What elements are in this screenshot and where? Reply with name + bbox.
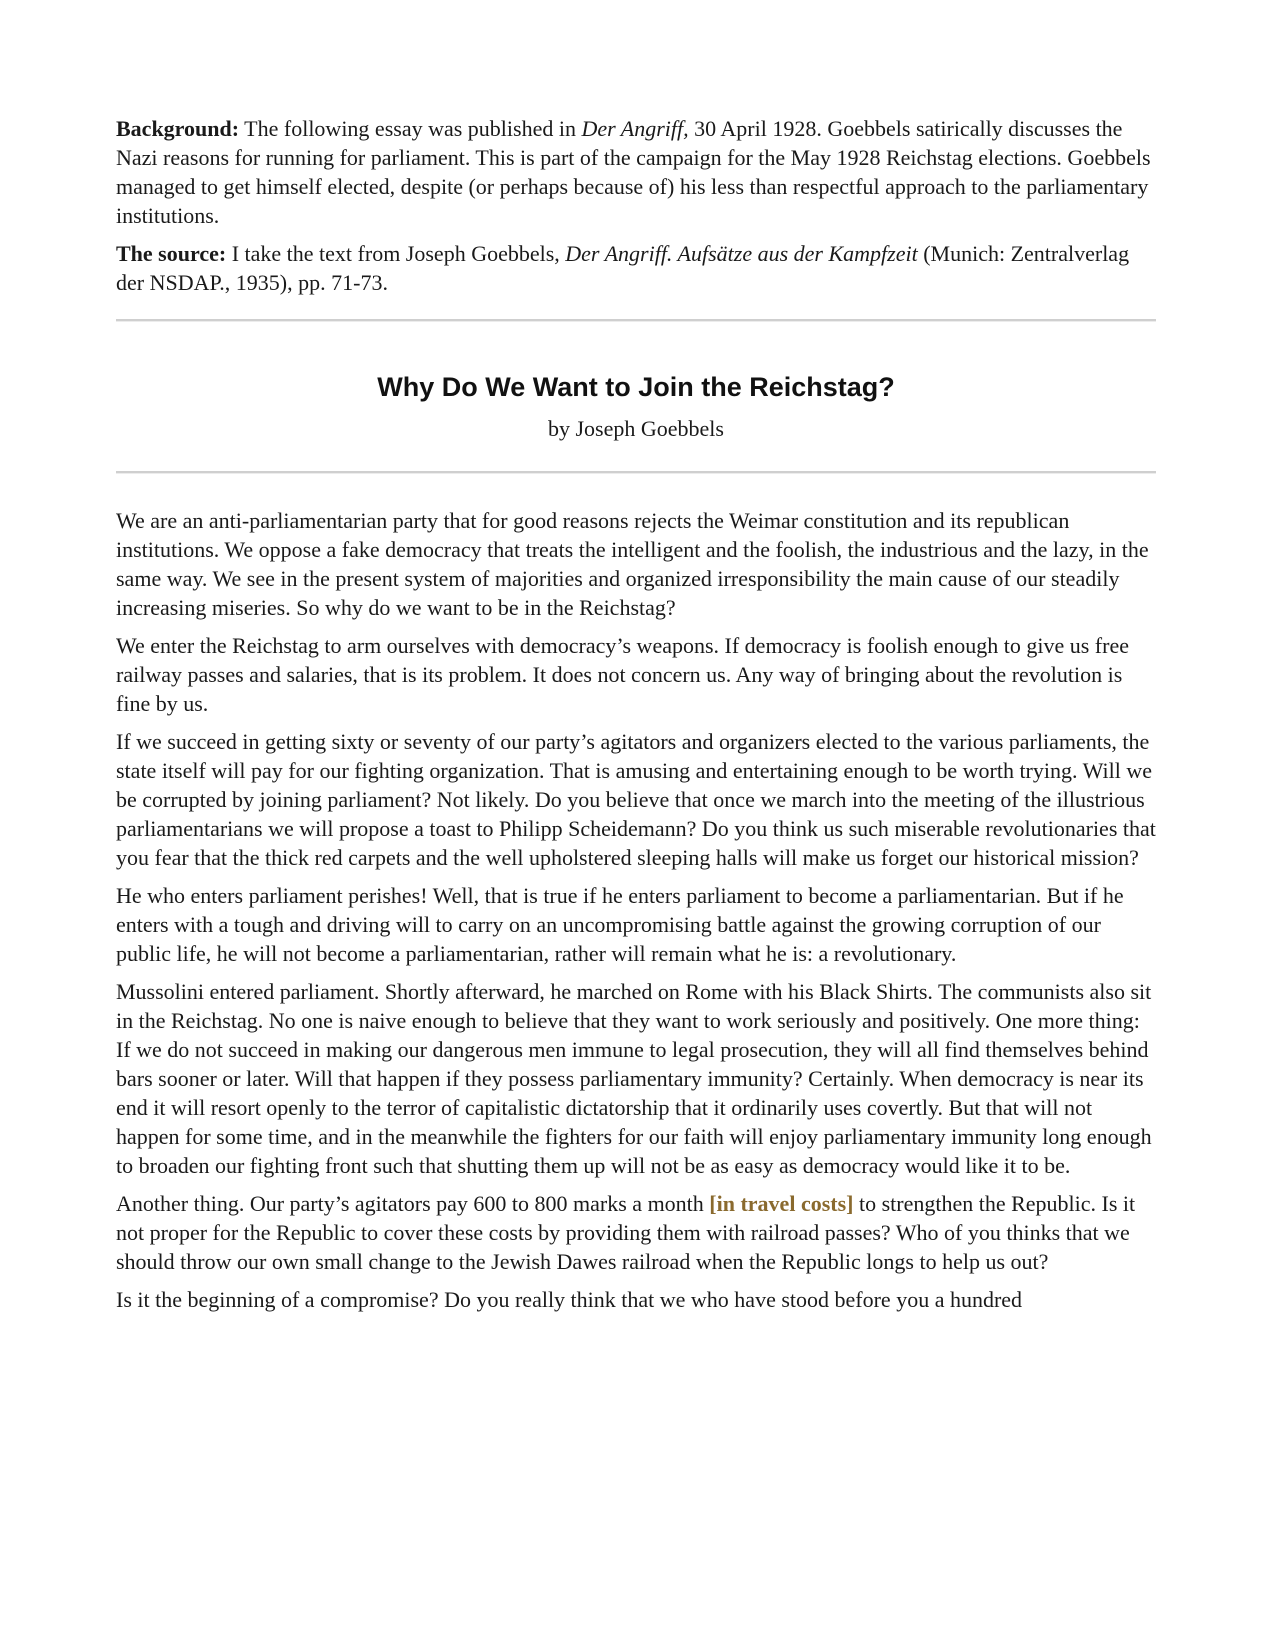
source-text-2: (Munich: Zentralverlag der NSDAP., 1935), pp. 71-73. (116, 241, 1130, 295)
body-paragraph-truncated: Is it the beginning of a compromise? Do you really think that we who have stood before you a hundred (116, 1287, 1023, 1312)
article-title: Why Do We Want to Join the Reichstag? (377, 372, 895, 402)
publication-name: Der Angriff, (581, 116, 689, 141)
source-label: The source: (116, 241, 227, 266)
intro-section (116, 114, 1156, 297)
source-paragraph (116, 239, 1156, 297)
body-paragraph: Mussolini entered parliament. Shortly afterward, he marched on Rome with his Black Shirts. The communists also sit in the Reichstag. No one is naive enough to believe that they want to work seriously and positively. One more thing: If we do not succeed in making our dangerous men immune to legal prosecution, they will all find themselves behind bars sooner or later. Will that happen if they possess parliamentary immunity? Certainly. When democracy is near its end it will resort openly to the terror of capitalistic dictatorship that it ordinarily uses covertly. But that will not happen for some time, and in the meanwhile the fighters for our faith will enjoy parliamentary immunity long enough to broaden our fighting front such that shutting them up will not be as easy as democracy would like it to be. (116, 979, 1152, 1178)
background-text-1: The following essay was published in (239, 116, 582, 141)
body-paragraph: We are an anti-parliamentarian party that for good reasons rejects the Weimar constitution and its republican institutions. We oppose a fake democracy that treats the intelligent and the foolish, the industrious and the lazy, in the same way. We see in the present system of majorities and organized irresponsibility the main cause of our steadily increasing miseries. So why do we want to be in the Reichstag? (116, 508, 1149, 620)
body-paragraph: If we succeed in getting sixty or seventy of our party’s agitators and organizers elected to the various parliaments, the state itself will pay for our fighting organization. That is amusing and entertaining enough to be worth trying. Will we be corrupted by joining parliament? Not likely. Do you believe that once we march into the meeting of the illustrious parliamentarians we will propose a toast to Philipp Scheidemann? Do you think us such miserable revolutionaries that you fear that the thick red carpets and the well upholstered sleeping halls will make us forget our historical mission? (116, 729, 1156, 870)
paragraph-6-text-2: to strengthen the Republic. Is it not proper for the Republic to cover these costs by providing them with railroad passes? Who of you thinks that we should throw our own small change to the Jewish Dawes railroad when the Republic longs to help us out? (116, 1191, 1136, 1274)
paragraph-6-text-1: Another thing. Our party’s agitators pay 600 to 800 marks a month (116, 1191, 710, 1216)
background-text-2: 30 April 1928. Goebbels satirically discusses the Nazi reasons for running for parliament. This is part of the campaign for the May 1928 Reichstag elections. Goebbels managed to get himself elected, despite (or perhaps because of) his less than respectful approach to the parliamentary institutions. (116, 116, 1151, 228)
background-paragraph (116, 114, 1156, 230)
editorial-insertion: [in travel costs] (709, 1191, 854, 1216)
document-page (116, 114, 1156, 1323)
article-body (116, 474, 1156, 1314)
body-paragraph: We enter the Reichstag to arm ourselves with democracy’s weapons. If democracy is foolish enough to give us free railway passes and salaries, that is its problem. It does not concern us. Any way of bringing about the revolution is fine by us. (116, 633, 1129, 716)
background-label: Background: (116, 116, 240, 141)
article-header (116, 322, 1156, 471)
book-title: Der Angriff. Aufsätze aus der Kampfzeit (565, 241, 918, 266)
source-text-1: I take the text from Joseph Goebbels, (226, 241, 566, 266)
body-paragraph: He who enters parliament perishes! Well, that is true if he enters parliament to become a parliamentarian. But if he enters with a tough and driving will to carry on an uncompromising battle against the growing corruption of our public life, he will not become a parliamentarian, rather will remain what he is: a revolutionary. (116, 883, 1124, 966)
body-paragraph-travel-costs (116, 1189, 1156, 1276)
article-byline: by Joseph Goebbels (548, 416, 724, 441)
